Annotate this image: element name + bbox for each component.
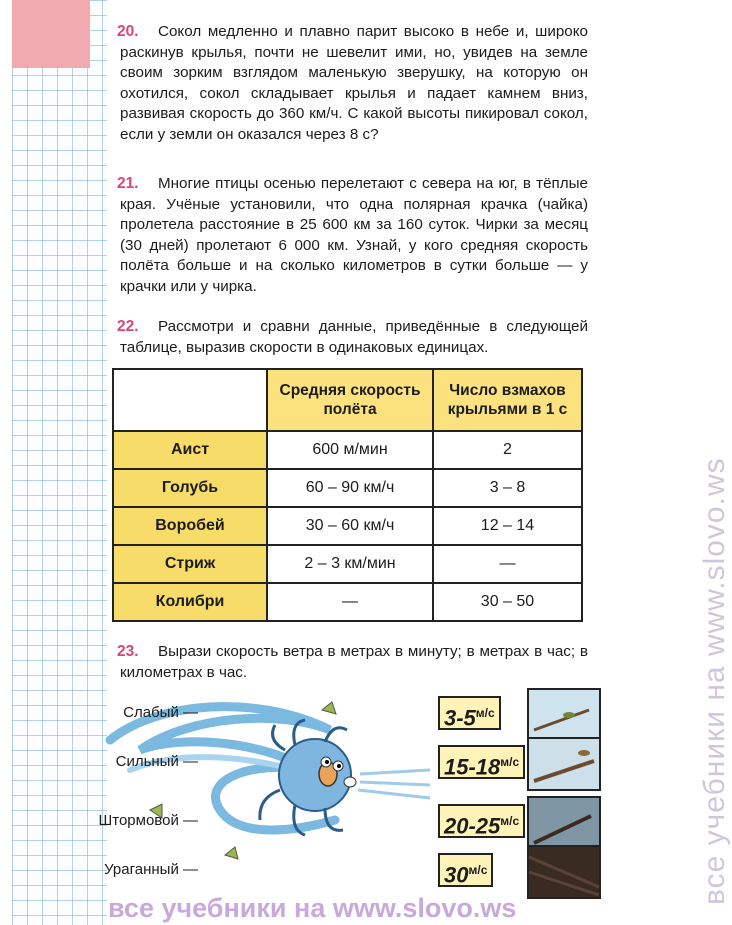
wind-label: Штормовой —	[98, 812, 198, 829]
wind-label: Сильный —	[115, 753, 198, 770]
task-number: 22.	[117, 318, 139, 335]
table-header-speed: Средняя скорость полёта	[267, 369, 433, 431]
wind-unit: м/с	[468, 863, 488, 877]
bird-flaps: 30 – 50	[433, 583, 582, 621]
task-22	[117, 317, 588, 358]
bird-name: Стриж	[113, 545, 267, 583]
table-header-row	[113, 369, 582, 431]
wind-value-box	[438, 696, 501, 730]
table-header-flaps: Число взмахов крыльями в 1 с	[433, 369, 582, 431]
task-20	[117, 22, 588, 146]
wind-value: 20-25	[444, 813, 501, 839]
wind-value-box	[438, 804, 525, 838]
leaf-icon	[322, 702, 336, 714]
task-number: 20.	[117, 23, 139, 40]
task-number: 23.	[117, 643, 139, 660]
storm-wind-picture	[527, 796, 601, 850]
wind-value: 30	[444, 862, 469, 888]
bird-name: Аист	[113, 431, 267, 469]
bird-flaps: 2	[433, 431, 582, 469]
margin-pink-block	[12, 0, 90, 68]
leaf-icon	[225, 847, 238, 859]
bird-flaps: 12 – 14	[433, 507, 582, 545]
bird-name: Воробей	[113, 507, 267, 545]
task-text	[120, 22, 588, 146]
task-number: 21.	[117, 175, 139, 192]
strong-wind-picture	[527, 737, 601, 791]
wind-value: 15-18	[444, 754, 501, 780]
wind-label: Ураганный —	[104, 861, 198, 878]
weak-wind-picture	[527, 688, 601, 742]
watermark-vertical: все учебники на www.slovo.ws	[698, 457, 731, 905]
table-row	[113, 507, 582, 545]
wind-unit: м/с	[475, 706, 495, 720]
table-row	[113, 545, 582, 583]
task-text	[120, 174, 588, 298]
task-text-content: Многие птицы осенью перелетают с севера на юг, в тёплые края. Учёные установили, что одна полярная крачка (чайка) пролетела расстояние в 25 600 км за 160 суток. Чирки за месяц (30 дней) пролетают 6 000 км. Узнай, у кого средняя скорость полёта больше и на сколько километров в сутки больше — у крачки или у чирка.	[120, 175, 588, 295]
task-text	[120, 642, 588, 683]
table-header-empty	[113, 369, 267, 431]
task-text-content: Рассмотри и сравни данные, приведённые в следующей таблице, выразив скорости в одинаковых единицах.	[120, 318, 588, 356]
bird-speed: 60 – 90 км/ч	[267, 469, 433, 507]
wind-face-icon	[260, 720, 356, 835]
bird-flaps: 3 – 8	[433, 469, 582, 507]
task-21	[117, 174, 588, 298]
wind-gust-lines	[358, 770, 430, 798]
wind-value-box	[438, 853, 493, 887]
hurricane-wind-picture	[527, 845, 601, 899]
watermark-bottom: все учебники на www.slovo.ws	[108, 893, 517, 923]
bird-speed: 30 – 60 км/ч	[267, 507, 433, 545]
bird-name: Колибри	[113, 583, 267, 621]
bird-speed: 2 – 3 км/мин	[267, 545, 433, 583]
wind-value-box	[438, 745, 525, 779]
margin-grid	[12, 0, 107, 925]
task-text-content: Сокол медленно и плавно парит высоко в небе и, широко раскинув крылья, почти не шевелит ими, но, увидев на земле своим зорким взглядом маленькую зверушку, на которую он охотился, сокол складывает крылья и падает камнем вниз, развивая скорость до 360 км/ч. С какой высоты пикировал сокол, если у земли он оказался через 8 с?	[120, 23, 588, 143]
table-row	[113, 469, 582, 507]
wind-label: Слабый —	[123, 704, 198, 721]
table-row	[113, 431, 582, 469]
task-text-content: Вырази скорость ветра в метрах в минуту; в метрах в час; в километрах в час.	[120, 643, 588, 681]
bird-name: Голубь	[113, 469, 267, 507]
wind-value: 3-5	[444, 705, 476, 731]
bird-speed-table	[112, 368, 583, 622]
task-23	[117, 642, 588, 683]
wind-unit: м/с	[500, 814, 520, 828]
task-text	[120, 317, 588, 358]
bird-speed: —	[267, 583, 433, 621]
wind-unit: м/с	[500, 755, 520, 769]
table-row	[113, 583, 582, 621]
bird-flaps: —	[433, 545, 582, 583]
bird-speed: 600 м/мин	[267, 431, 433, 469]
